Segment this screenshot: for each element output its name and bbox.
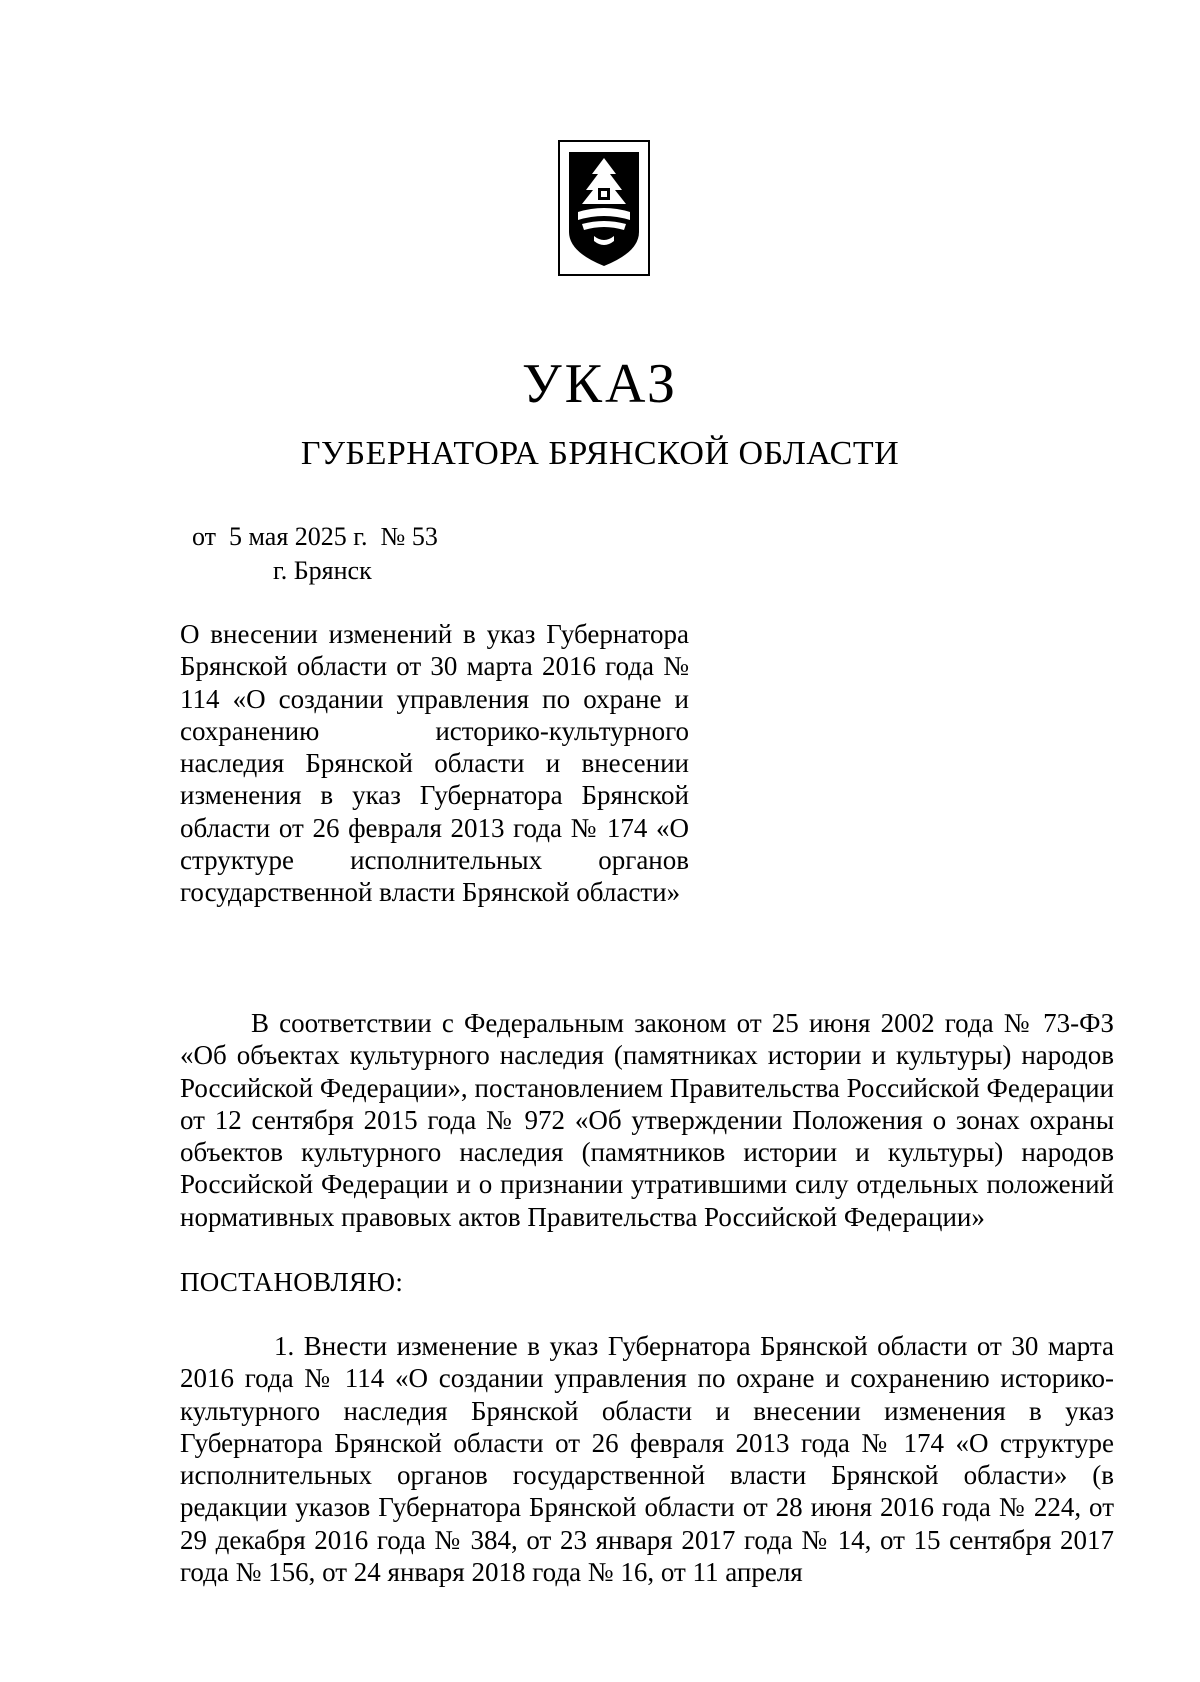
decree-subject: О внесении изменений в указ Губернатора Брянской области от 30 марта 2016 года № 114 «О создании управления по охране и сохранению историко-культурного наследия Брянской области и внесении изменения в указ Губернатора Брянской области от 26 февраля 2013 года № 174 «О структуре исполнительных органов государственной власти Брянской области»: [180, 619, 689, 908]
preamble-paragraph: В соответствии с Федеральным законом от 25 июня 2002 года № 73-ФЗ «Об объектах культурного наследия (памятниках истории и культуры) народов Российской Федерации», постановлением Правительства Российской Федерации от 12 сентября 2015 года № 972 «Об утверждении Положения о зонах охраны объектов культурного наследия (памятников истории и культуры) народов Российской Федерации и о признании утратившими силу отдельных положений нормативных правовых актов Правительства Российской Федерации»: [180, 1008, 1114, 1232]
decree-word: ПОСТАНОВЛЯЮ:: [180, 1267, 404, 1297]
document-title: УКАЗ: [521, 353, 679, 415]
issuing-authority: ГУБЕРНАТОРА БРЯНСКОЙ ОБЛАСТИ: [300, 435, 900, 472]
city: г. Брянск: [273, 556, 372, 585]
coat-of-arms-emblem: [558, 140, 650, 276]
clause-1-paragraph: 1. Внести изменение в указ Губернатора Брянской области от 30 марта 2016 года № 114 «О создании управления по охране и сохранению историко-культурного наследия Брянской области и внесении изменения в указ Губернатора Брянской области от 26 февраля 2013 года № 174 «О структуре исполнительных органов государственной власти Брянской области» (в редакции указов Губернатора Брянской области от 28 июня 2016 года № 224, от 29 декабря 2016 года № 384, от 23 января 2017 года № 14, от 15 сентября 2017 года № 156, от 24 января 2018 года № 16, от 11 апреля: [180, 1331, 1114, 1588]
date-and-number: от 5 мая 2025 г. № 53: [192, 522, 438, 551]
